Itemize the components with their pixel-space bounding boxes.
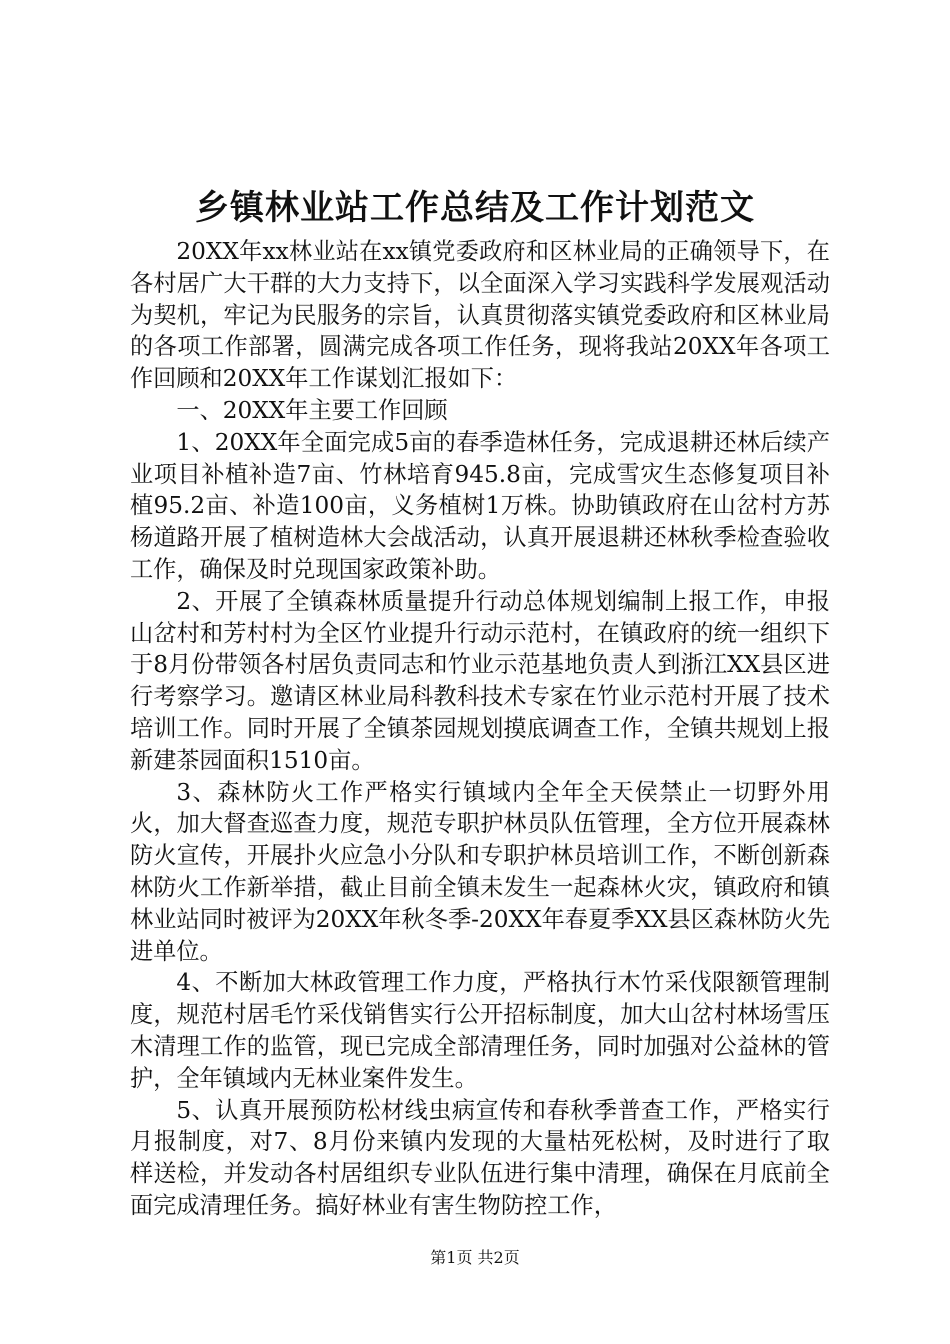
paragraph-item-1: 1、20XX年全面完成5亩的春季造林任务，完成退耕还林后续产业项目补植补造7亩、竹林培育945.8亩，完成雪灾生态修复项目补植95.2亩、补造100亩，义务植树1万株。协助镇政府在山岔村方苏杨道路开展了植树造林大会战活动，认真开展退耕还林秋季检查验收工作，确保及时兑现国家政策补助。 (130, 428, 830, 583)
paragraph-item-5: 5、认真开展预防松材线虫病宣传和春秋季普查工作，严格实行月报制度，对7、8月份来镇内发现的大量枯死松树，及时进行了取样送检，并发动各村居组织专业队伍进行集中清理，确保在月底前全面完成清理任务。搞好林业有害生物防控工作， (130, 1096, 830, 1219)
page-number-footer: 第1页 共2页 (430, 1248, 520, 1267)
section-heading: 一、20XX年主要工作回顾 (176, 396, 448, 424)
document-title: 乡镇林业站工作总结及工作计划范文 (195, 188, 755, 228)
document-body (130, 236, 830, 1222)
paragraph-intro: 20XX年xx林业站在xx镇党委政府和区林业局的正确领导下，在各村居广大干群的大力支持下，以全面深入学习实践科学发展观活动为契机，牢记为民服务的宗旨，认真贯彻落实镇党委政府和区林业局的各项工作部署，圆满完成各项工作任务，现将我站20XX年各项工作回顾和20XX年工作谋划汇报如下： (130, 238, 830, 393)
paragraph-item-4: 4、不断加大林政管理工作力度，严格执行木竹采伐限额管理制度，规范村居毛竹采伐销售实行公开招标制度，加大山岔村林场雪压木清理工作的监管，现已完成全部清理任务，同时加强对公益林的管护，全年镇域内无林业案件发生。 (130, 969, 830, 1092)
paragraph-item-3: 3、森林防火工作严格实行镇域内全年全天侯禁止一切野外用火，加大督查巡查力度，规范专职护林员队伍管理，全方位开展森林防火宣传，开展扑火应急小分队和专职护林员培训工作，不断创新森林防火工作新举措，截止目前全镇未发生一起森林火灾，镇政府和镇林业站同时被评为20XX年秋冬季-20XX年春夏季XX县区森林防火先进单位。 (130, 778, 830, 965)
paragraph-item-2: 2、开展了全镇森林质量提升行动总体规划编制上报工作，申报山岔村和芳村村为全区竹业提升行动示范村，在镇政府的统一组织下于8月份带领各村居负责同志和竹业示范基地负责人到浙江XX县区进行考察学习。邀请区林业局科教科技术专家在竹业示范村开展了技术培训工作。同时开展了全镇茶园规划摸底调查工作，全镇共规划上报新建茶园面积1510亩。 (130, 587, 830, 774)
